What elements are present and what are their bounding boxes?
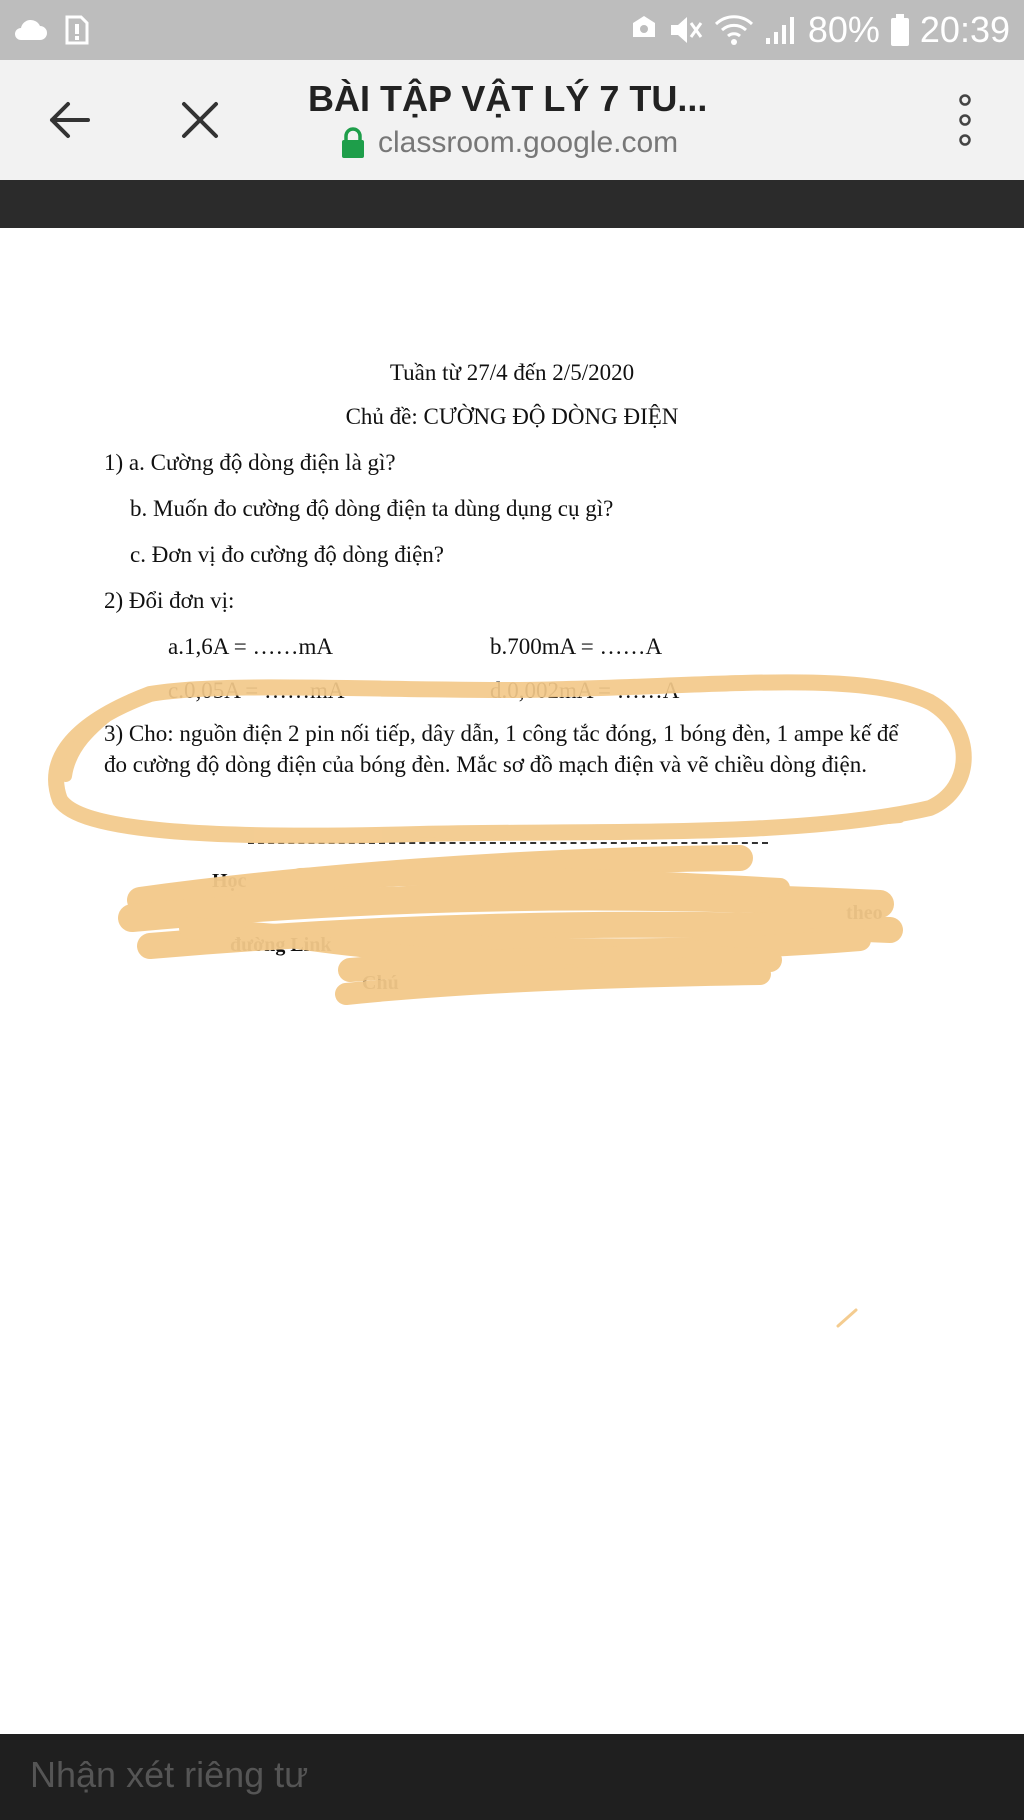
redacted-fragment-1: Học — [212, 870, 247, 892]
arrow-left-icon — [40, 90, 100, 150]
heading-topic: Chủ đề: CƯỜNG ĐỘ DÒNG ĐIỆN — [345, 404, 679, 429]
lock-icon — [340, 127, 366, 159]
overflow-menu-button[interactable] — [940, 88, 990, 152]
question-2: 2) Đổi đơn vị: — [104, 588, 235, 613]
battery-icon — [890, 13, 910, 47]
status-bar — [0, 0, 1024, 60]
mute-icon — [668, 14, 704, 46]
question-1a: 1) a. Cường độ dòng điện là gì? — [104, 450, 396, 475]
highlight-scribbles — [0, 228, 1024, 1734]
question-1b: b. Muốn đo cường độ dòng điện ta dùng dụng cụ gì? — [130, 496, 614, 521]
question-2b: b.700mA = ……A — [490, 634, 663, 659]
page-title: BÀI TẬP VẬT LÝ 7 TU... — [308, 78, 708, 119]
close-icon — [170, 90, 230, 150]
question-2d: d.0,002mA = ……A — [490, 678, 680, 703]
status-right-icons — [630, 9, 1010, 51]
browser-toolbar — [0, 60, 1024, 180]
back-button[interactable] — [40, 90, 100, 150]
document-top-strip — [0, 180, 1024, 228]
url-text: classroom.google.com — [378, 126, 679, 159]
battery-percent: 80% — [807, 9, 880, 50]
document-page[interactable] — [0, 228, 1024, 1734]
alarm-icon — [630, 14, 658, 46]
clock: 20:39 — [919, 9, 1010, 50]
status-left-icons — [12, 14, 90, 46]
signal-icon — [764, 14, 798, 46]
question-1c: c. Đơn vị đo cường độ dòng điện? — [130, 542, 445, 567]
redacted-fragment-3: đường Link — [230, 934, 332, 956]
heading-week: Tuần từ 27/4 đến 2/5/2020 — [389, 360, 635, 385]
redacted-fragment-2: theo — [846, 902, 883, 924]
wifi-icon — [714, 14, 754, 46]
private-comment-label: Nhận xét riêng tư — [30, 1754, 309, 1795]
more-vertical-icon — [940, 88, 990, 152]
question-3: 3) Cho: nguồn điện 2 pin nối tiếp, dây dẫn, 1 công tắc đóng, 1 bóng đèn, 1 ampe kế để đo cường độ dòng điện của bóng đèn. Mắc sơ đồ mạch điện và vẽ chiều dòng điện. — [104, 721, 899, 777]
url-row — [340, 126, 678, 160]
question-2c: c.0,05A = ……mA — [168, 678, 345, 703]
close-button[interactable] — [170, 90, 230, 150]
question-2a: a.1,6A = ……mA — [168, 634, 334, 659]
private-comment-bar[interactable] — [0, 1734, 1024, 1820]
redacted-fragment-4: Chú — [362, 972, 399, 994]
cloud-icon — [12, 18, 48, 42]
sim-icon — [64, 14, 90, 46]
